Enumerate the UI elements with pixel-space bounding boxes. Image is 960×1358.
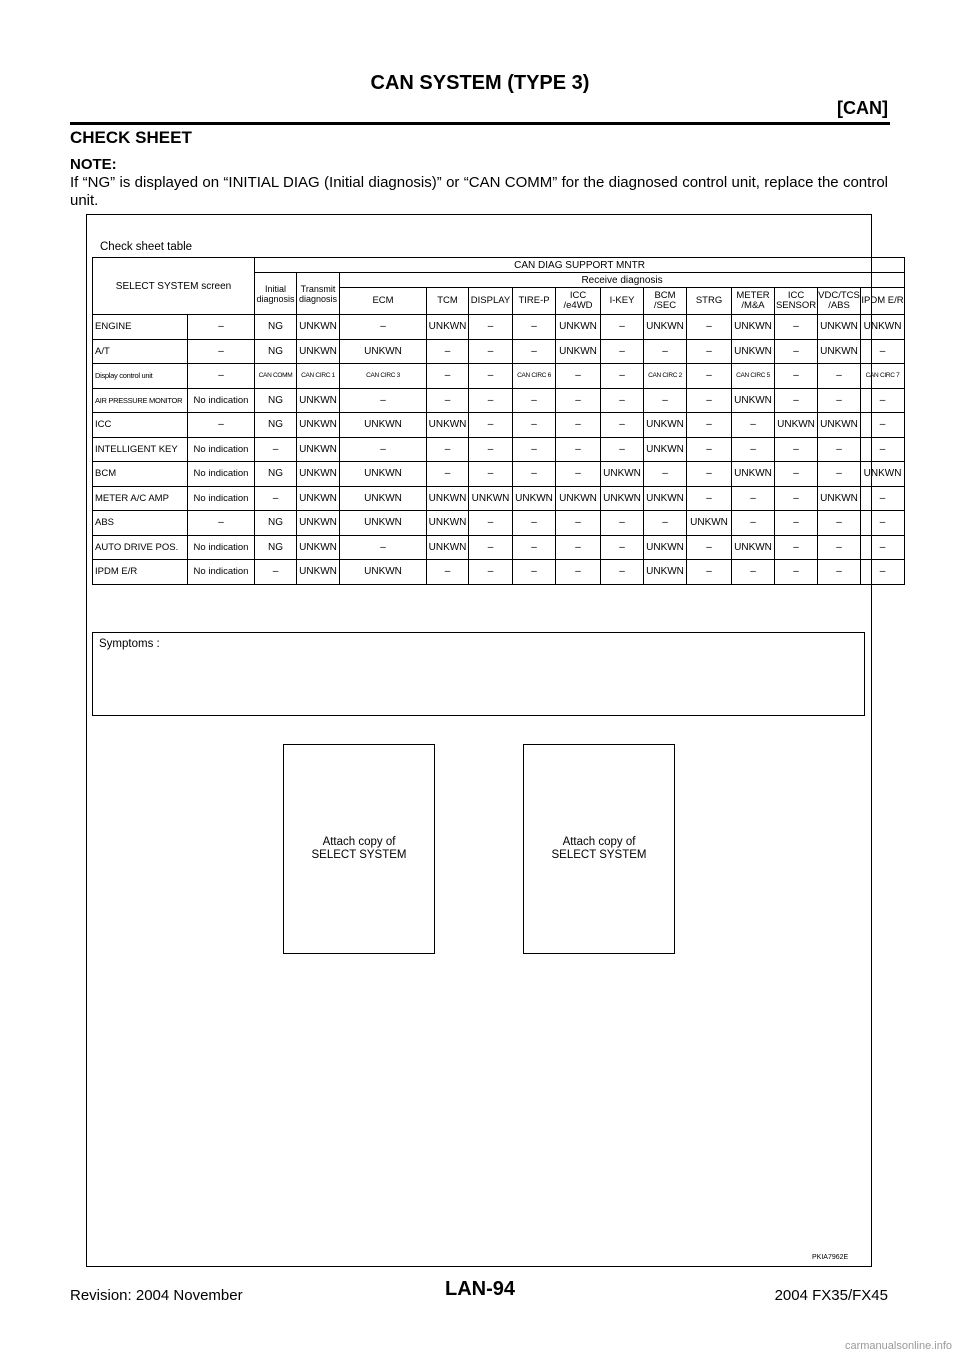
receive-diagnosis-cell: – (818, 437, 861, 462)
receive-diagnosis-cell: UNKWN (556, 315, 601, 340)
receive-diagnosis-cell: – (644, 462, 687, 487)
receive-diagnosis-cell: – (601, 388, 644, 413)
receive-diagnosis-cell: CAN CIRC 5 (732, 364, 775, 389)
receive-diagnosis-cell: – (469, 535, 513, 560)
section-tag: [CAN] (837, 98, 888, 118)
system-name-cell: IPDM E/R (93, 560, 188, 585)
select-system-cell: No indication (188, 388, 255, 413)
receive-diagnosis-cell: UNKWN (427, 486, 469, 511)
transmit-diagnosis-cell: CAN CIRC 1 (297, 364, 340, 389)
receive-diagnosis-cell: UNKWN (861, 315, 905, 340)
attach-box-left (283, 744, 435, 954)
receive-diagnosis-cell: – (427, 339, 469, 364)
receive-diagnosis-cell: UNKWN (818, 486, 861, 511)
receive-diagnosis-cell: – (556, 388, 601, 413)
receive-diagnosis-cell: UNKWN (687, 511, 732, 536)
receive-diagnosis-cell: – (556, 560, 601, 585)
table-caption: Check sheet table (100, 241, 193, 253)
receive-diagnosis-cell: – (861, 413, 905, 438)
receive-diagnosis-cell: UNKWN (427, 413, 469, 438)
receive-diagnosis-cell: – (732, 560, 775, 585)
receive-diagnosis-cell: – (687, 339, 732, 364)
receive-diagnosis-cell: – (469, 388, 513, 413)
receive-diagnosis-cell: – (469, 511, 513, 536)
receive-diagnosis-cell: – (556, 535, 601, 560)
receive-diagnosis-cell: – (687, 486, 732, 511)
receive-diagnosis-cell: – (775, 535, 818, 560)
receive-diagnosis-cell: UNKWN (818, 413, 861, 438)
receive-diagnosis-cell: – (687, 535, 732, 560)
receive-diagnosis-cell: – (775, 437, 818, 462)
receive-diagnosis-cell: UNKWN (732, 315, 775, 340)
receive-diagnosis-cell: – (601, 535, 644, 560)
receive-diagnosis-cell: – (687, 388, 732, 413)
receive-diagnosis-cell: – (818, 388, 861, 413)
receive-diagnosis-cell: – (340, 535, 427, 560)
receive-diagnosis-cell: UNKWN (732, 462, 775, 487)
receive-diagnosis-cell: UNKWN (427, 315, 469, 340)
table-row (93, 315, 905, 340)
receive-diagnosis-cell: – (469, 413, 513, 438)
receive-diagnosis-cell: CAN CIRC 6 (513, 364, 556, 389)
receive-diagnosis-cell: UNKWN (644, 437, 687, 462)
system-name-cell: ABS (93, 511, 188, 536)
receive-column-header: STRG (687, 288, 732, 315)
receive-diagnosis-cell: UNKWN (644, 486, 687, 511)
receive-diagnosis-cell: – (644, 511, 687, 536)
receive-diagnosis-cell: – (513, 511, 556, 536)
figure-code: PKIA7962E (812, 1254, 849, 1261)
note-text: If “NG” is displayed on “INITIAL DIAG (Initial diagnosis)” or “CAN COMM” for the diagnosed control unit, replace the control unit. (70, 174, 888, 209)
initial-diagnosis-cell: NG (255, 315, 297, 340)
table-row (93, 511, 905, 536)
transmit-diagnosis-cell: UNKWN (297, 315, 340, 340)
receive-diagnosis-cell: – (861, 339, 905, 364)
note-label: NOTE: (70, 156, 117, 173)
receive-diagnosis-cell: UNKWN (340, 339, 427, 364)
receive-diagnosis-cell: – (775, 511, 818, 536)
receive-diagnosis-cell: CAN CIRC 7 (861, 364, 905, 389)
table-row (93, 437, 905, 462)
system-name-cell: AUTO DRIVE POS. (93, 535, 188, 560)
receive-diagnosis-cell: – (687, 437, 732, 462)
select-system-cell: No indication (188, 535, 255, 560)
receive-diagnosis-cell: UNKWN (644, 315, 687, 340)
receive-diagnosis-cell: – (644, 388, 687, 413)
table-row (93, 486, 905, 511)
select-system-cell: – (188, 315, 255, 340)
receive-column-header: ECM (340, 288, 427, 315)
receive-diagnosis-cell: – (687, 413, 732, 438)
receive-diagnosis-cell: – (513, 535, 556, 560)
receive-diagnosis-cell: – (513, 413, 556, 438)
receive-diagnosis-cell: – (687, 462, 732, 487)
receive-diagnosis-cell: – (818, 462, 861, 487)
table-row (93, 364, 905, 389)
system-name-cell: INTELLIGENT KEY (93, 437, 188, 462)
receive-column-header: TCM (427, 288, 469, 315)
receive-diagnosis-cell: – (818, 560, 861, 585)
receive-column-header: DISPLAY (469, 288, 513, 315)
check-sheet-table (92, 257, 905, 585)
receive-diagnosis-cell: – (427, 560, 469, 585)
initial-diagnosis-cell: NG (255, 339, 297, 364)
initial-diagnosis-cell: – (255, 486, 297, 511)
receive-diagnosis-cell: UNKWN (644, 535, 687, 560)
initial-diagnosis-cell: – (255, 560, 297, 585)
receive-diagnosis-cell: – (469, 437, 513, 462)
transmit-diagnosis-cell: UNKWN (297, 339, 340, 364)
attach-box-right (523, 744, 675, 954)
transmit-diagnosis-header: Transmit diagnosis (297, 273, 340, 315)
transmit-diagnosis-cell: UNKWN (297, 486, 340, 511)
initial-diagnosis-cell: NG (255, 535, 297, 560)
select-system-cell: – (188, 339, 255, 364)
receive-diagnosis-cell: – (513, 315, 556, 340)
receive-diagnosis-cell: UNKWN (427, 535, 469, 560)
symptoms-label: Symptoms : (99, 638, 160, 650)
table-row (93, 462, 905, 487)
receive-diagnosis-cell: – (469, 315, 513, 340)
system-name-cell: Display control unit (93, 364, 188, 389)
receive-diagnosis-cell: – (687, 560, 732, 585)
receive-diagnosis-cell: UNKWN (340, 511, 427, 536)
select-system-cell: – (188, 413, 255, 438)
select-system-cell: No indication (188, 560, 255, 585)
receive-diagnosis-cell: UNKWN (556, 486, 601, 511)
receive-diagnosis-cell: – (601, 413, 644, 438)
receive-column-header: IPDM E/R (861, 288, 905, 315)
receive-diagnosis-cell: – (513, 388, 556, 413)
attach-text-right: Attach copy of SELECT SYSTEM (551, 836, 647, 861)
initial-diagnosis-cell: NG (255, 511, 297, 536)
watermark: carmanualsonline.info (844, 1340, 952, 1352)
receive-diagnosis-cell: – (513, 560, 556, 585)
receive-diagnosis-cell: – (775, 339, 818, 364)
footer-revision: Revision: 2004 November (70, 1287, 243, 1304)
receive-diagnosis-cell: – (601, 560, 644, 585)
system-name-cell: BCM (93, 462, 188, 487)
check-sheet-heading: CHECK SHEET (70, 128, 192, 147)
table-row (93, 388, 905, 413)
transmit-diagnosis-cell: UNKWN (297, 511, 340, 536)
receive-diagnosis-cell: – (861, 511, 905, 536)
receive-diagnosis-cell: UNKWN (513, 486, 556, 511)
receive-diagnosis-cell: – (427, 437, 469, 462)
receive-diagnosis-cell: – (732, 511, 775, 536)
transmit-diagnosis-cell: UNKWN (297, 388, 340, 413)
receive-diagnosis-cell: UNKWN (601, 462, 644, 487)
initial-diagnosis-cell: NG (255, 462, 297, 487)
receive-diagnosis-cell: – (775, 315, 818, 340)
receive-diagnosis-cell: – (427, 364, 469, 389)
receive-diagnosis-cell: – (861, 437, 905, 462)
receive-diagnosis-cell: – (861, 486, 905, 511)
receive-diagnosis-cell: – (469, 364, 513, 389)
receive-diagnosis-cell: – (513, 339, 556, 364)
receive-diagnosis-cell: – (469, 560, 513, 585)
transmit-diagnosis-cell: UNKWN (297, 437, 340, 462)
receive-column-header: ICC SENSOR (775, 288, 818, 315)
receive-diagnosis-cell: – (818, 511, 861, 536)
initial-diagnosis-cell: CAN COMM (255, 364, 297, 389)
receive-diagnosis-cell: CAN CIRC 3 (340, 364, 427, 389)
receive-diagnosis-cell: – (601, 511, 644, 536)
receive-diagnosis-cell: – (340, 315, 427, 340)
receive-diagnosis-cell: – (340, 437, 427, 462)
receive-diagnosis-cell: UNKWN (644, 413, 687, 438)
receive-diagnosis-cell: – (469, 339, 513, 364)
receive-diagnosis-cell: UNKWN (732, 388, 775, 413)
receive-diagnosis-cell: – (861, 560, 905, 585)
receive-diagnosis-cell: UNKWN (732, 535, 775, 560)
receive-column-header: I-KEY (601, 288, 644, 315)
receive-diagnosis-cell: – (556, 437, 601, 462)
receive-diagnosis-cell: UNKWN (427, 511, 469, 536)
receive-diagnosis-cell: – (601, 364, 644, 389)
receive-diagnosis-cell: UNKWN (469, 486, 513, 511)
receive-column-header: METER /M&A (732, 288, 775, 315)
receive-diagnosis-cell: UNKWN (818, 339, 861, 364)
receive-diagnosis-cell: UNKWN (861, 462, 905, 487)
receive-diagnosis-cell: UNKWN (340, 462, 427, 487)
receive-diagnosis-cell: UNKWN (556, 339, 601, 364)
receive-diagnosis-cell: – (340, 388, 427, 413)
initial-diagnosis-header: Initial diagnosis (255, 273, 297, 315)
receive-diagnosis-cell: – (601, 315, 644, 340)
transmit-diagnosis-cell: UNKWN (297, 462, 340, 487)
system-name-cell: A/T (93, 339, 188, 364)
table-row (93, 560, 905, 585)
receive-diagnosis-cell: – (513, 437, 556, 462)
initial-diagnosis-cell: NG (255, 413, 297, 438)
receive-diagnosis-cell: – (775, 388, 818, 413)
receive-diagnosis-header: Receive diagnosis (340, 273, 905, 288)
receive-diagnosis-cell: – (861, 388, 905, 413)
select-system-cell: – (188, 364, 255, 389)
receive-diagnosis-cell: – (687, 364, 732, 389)
transmit-diagnosis-cell: UNKWN (297, 560, 340, 585)
receive-diagnosis-cell: UNKWN (644, 560, 687, 585)
receive-diagnosis-cell: – (732, 413, 775, 438)
symptoms-box (92, 632, 865, 716)
receive-column-header: VDC/TCS /ABS (818, 288, 861, 315)
receive-diagnosis-cell: UNKWN (340, 560, 427, 585)
attach-text-left: Attach copy of SELECT SYSTEM (311, 836, 407, 861)
transmit-diagnosis-cell: UNKWN (297, 535, 340, 560)
select-system-header: SELECT SYSTEM screen (93, 258, 255, 315)
can-diag-header: CAN DIAG SUPPORT MNTR (255, 258, 905, 273)
table-row (93, 413, 905, 438)
receive-diagnosis-cell: – (601, 437, 644, 462)
receive-diagnosis-cell: – (469, 462, 513, 487)
receive-diagnosis-cell: – (861, 535, 905, 560)
initial-diagnosis-cell: – (255, 437, 297, 462)
receive-diagnosis-cell: – (818, 364, 861, 389)
receive-diagnosis-cell: – (732, 437, 775, 462)
select-system-cell: No indication (188, 486, 255, 511)
system-name-cell: AIR PRESSURE MONITOR (93, 388, 188, 413)
select-system-cell: – (188, 511, 255, 536)
receive-diagnosis-cell: CAN CIRC 2 (644, 364, 687, 389)
receive-column-header: ICC /e4WD (556, 288, 601, 315)
receive-diagnosis-cell: – (818, 535, 861, 560)
select-system-cell: No indication (188, 462, 255, 487)
receive-diagnosis-cell: UNKWN (732, 339, 775, 364)
initial-diagnosis-cell: NG (255, 388, 297, 413)
receive-diagnosis-cell: – (601, 339, 644, 364)
system-name-cell: ENGINE (93, 315, 188, 340)
receive-diagnosis-cell: UNKWN (340, 486, 427, 511)
receive-diagnosis-cell: – (775, 560, 818, 585)
receive-diagnosis-cell: UNKWN (601, 486, 644, 511)
table-row (93, 535, 905, 560)
receive-column-header: TIRE-P (513, 288, 556, 315)
receive-diagnosis-cell: – (732, 486, 775, 511)
receive-diagnosis-cell: UNKWN (340, 413, 427, 438)
system-name-cell: ICC (93, 413, 188, 438)
select-system-cell: No indication (188, 437, 255, 462)
footer-page-number: LAN-94 (444, 1278, 515, 1300)
receive-diagnosis-cell: UNKWN (775, 413, 818, 438)
receive-diagnosis-cell: – (556, 364, 601, 389)
system-name-cell: METER A/C AMP (93, 486, 188, 511)
receive-diagnosis-cell: – (427, 462, 469, 487)
receive-diagnosis-cell: – (556, 413, 601, 438)
receive-diagnosis-cell: – (775, 462, 818, 487)
receive-diagnosis-cell: – (775, 486, 818, 511)
transmit-diagnosis-cell: UNKWN (297, 413, 340, 438)
receive-diagnosis-cell: – (687, 315, 732, 340)
header-rule (70, 122, 890, 125)
receive-diagnosis-cell: – (644, 339, 687, 364)
receive-column-header: BCM /SEC (644, 288, 687, 315)
page-title: CAN SYSTEM (TYPE 3) (370, 72, 590, 94)
receive-diagnosis-cell: – (556, 511, 601, 536)
receive-diagnosis-cell: – (556, 462, 601, 487)
table-row (93, 339, 905, 364)
receive-diagnosis-cell: – (775, 364, 818, 389)
receive-diagnosis-cell: UNKWN (818, 315, 861, 340)
receive-diagnosis-cell: – (427, 388, 469, 413)
footer-model: 2004 FX35/FX45 (774, 1287, 888, 1304)
receive-diagnosis-cell: – (513, 462, 556, 487)
